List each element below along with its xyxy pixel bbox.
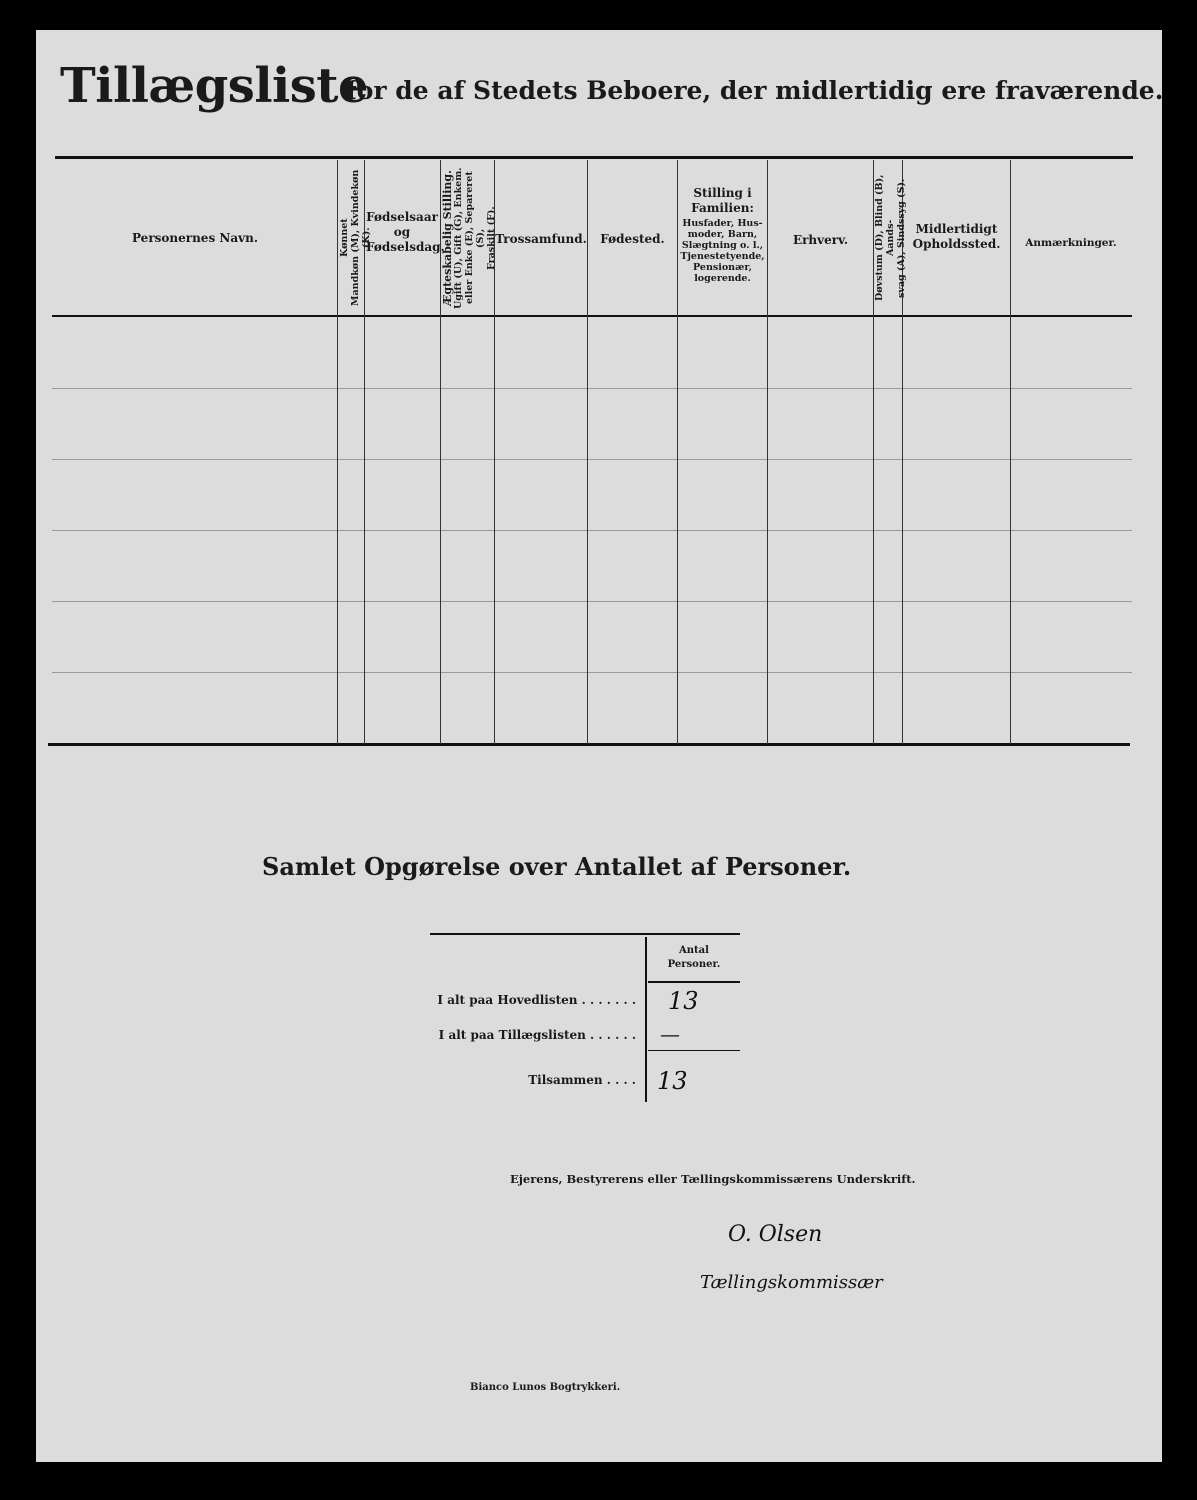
header-marital-sub1: Ugift (U), Gift (G), Enkem. [453, 167, 464, 309]
header-marital-sub2: eller Enke (E), Separeret (S), [464, 171, 486, 305]
summary-row-value: — [660, 1022, 680, 1046]
header-marital [441, 164, 497, 312]
table-header-rule [52, 315, 1132, 317]
header-marital-title: Ægteskabelig Stilling. [441, 170, 454, 306]
summary-title: Samlet Opgørelse over Antallet af Personer. [262, 852, 852, 881]
header-religion: Trossamfund. [495, 232, 587, 246]
header-disability-line1: Døvstum (D), Blind (B), Aands- [874, 174, 896, 302]
table-row [52, 601, 1132, 602]
signature-label: Ejerens, Bestyrerens eller Tællingskommissærens Underskrift. [510, 1172, 916, 1186]
summary-row-value: 13 [657, 1067, 688, 1095]
form-subtitle [346, 76, 1163, 105]
header-family-line2: Familien: [691, 201, 754, 215]
header-temp-line1: Midlertidigt [915, 222, 998, 236]
summary-row-label: I alt paa Hovedlisten . . . . . . . [437, 993, 636, 1007]
summary-header-rule [648, 981, 740, 983]
table-bottom-rule [48, 743, 1130, 746]
printer-imprint: Bianco Lunos Bogtrykkeri. [470, 1382, 621, 1393]
header-family-line3: Husfader, Hus- [682, 218, 763, 229]
header-occupation: Erhverv. [792, 233, 849, 247]
summary-count-header-line1: Antal [679, 945, 709, 956]
header-family [678, 186, 767, 284]
table-row [52, 388, 1132, 389]
header-family-line6: Tjenestetyende, [680, 251, 765, 262]
column-divider [587, 160, 588, 744]
header-family-line4: moder, Barn, [687, 229, 758, 240]
header-family-line8: logerende. [694, 273, 751, 284]
header-disability-line2: svag (A), Sindssyg (S). [896, 178, 907, 298]
header-gender-title: Kønnet [339, 218, 350, 258]
header-marital-sub3: Fraskilt (F). [486, 206, 497, 270]
summary-top-rule [430, 933, 740, 935]
form-subtitle-text: for de af Stedets Beboere, der midlertidig ere [346, 76, 987, 105]
header-birth-line1: Fødselsaar [366, 210, 438, 224]
header-disability [874, 164, 907, 312]
header-family-line1: Stilling i [693, 186, 752, 200]
summary-count-header [652, 944, 736, 972]
header-family-line7: Pensionær, [693, 262, 752, 273]
column-divider [337, 160, 338, 744]
table-row [52, 672, 1132, 673]
header-birth-line2: og [393, 225, 411, 239]
header-temporary-residence [903, 222, 1010, 252]
header-birth-line3: Fødselsdag. [366, 240, 445, 254]
summary-divider [645, 937, 647, 1102]
summary-row-label: I alt paa Tillægslisten . . . . . . [438, 1028, 636, 1042]
signature-name: O. Olsen [728, 1222, 823, 1247]
header-gender [339, 164, 372, 312]
header-remarks: Anmærkninger. [1025, 237, 1117, 249]
table-row [52, 530, 1132, 531]
summary-row-value: 13 [668, 987, 699, 1015]
summary-count-header-line2: Personer. [667, 959, 721, 970]
table-top-rule [55, 156, 1133, 159]
summary-total-rule [648, 1050, 740, 1051]
header-birthplace: Fødested. [600, 232, 665, 246]
header-temp-line2: Opholdssted. [912, 237, 1001, 251]
form-subtitle-emphasis: fraværende. [995, 76, 1164, 105]
form-title: Tillægsliste [60, 58, 369, 114]
summary-row-label: Tilsammen . . . . [528, 1073, 636, 1087]
header-birth [366, 210, 445, 255]
signature-role: Tællingskommissær [700, 1272, 883, 1293]
header-gender-sub: Mandkøn (M), Kvindekøn (K). [350, 169, 372, 307]
header-name: Personernes Navn. [131, 231, 258, 245]
table-row [52, 459, 1132, 460]
header-family-line5: Slægtning o. l., [681, 240, 764, 251]
